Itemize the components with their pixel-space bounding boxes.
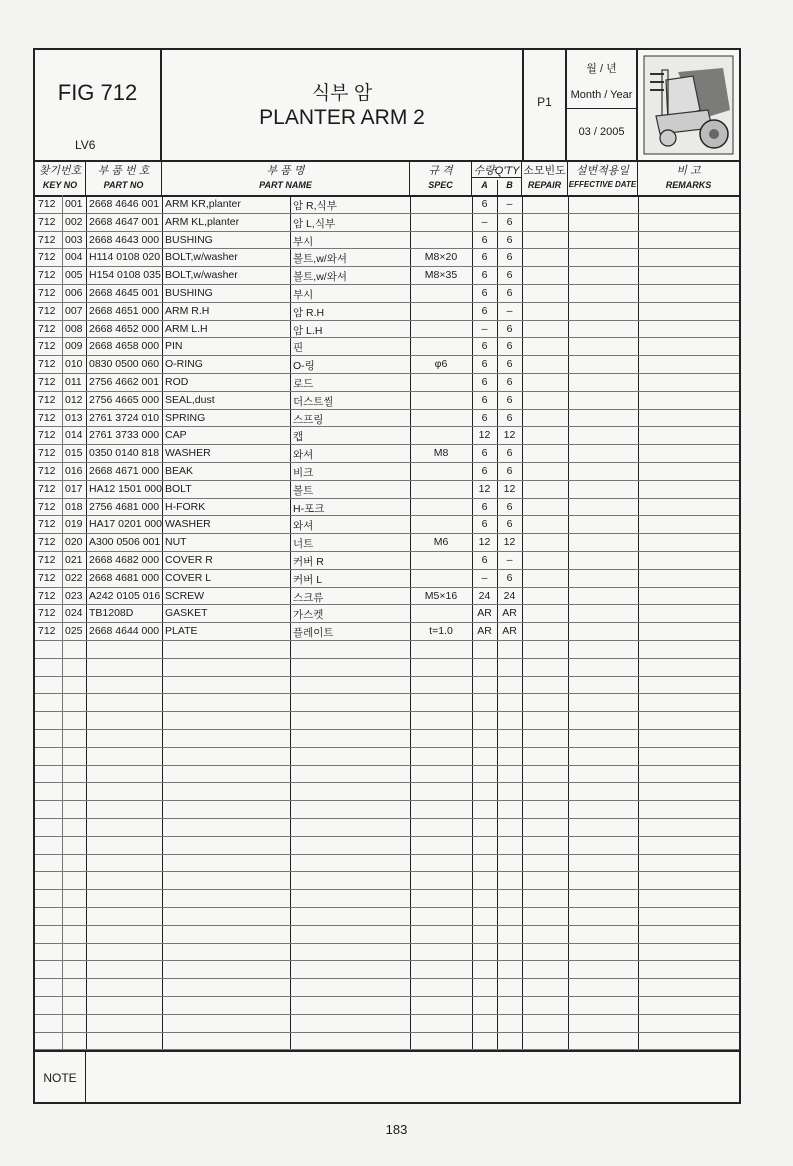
- key-item: 003: [65, 233, 83, 246]
- spec: t=1.0: [429, 625, 453, 638]
- key-item: 023: [65, 589, 83, 602]
- part-name-korean: 캡: [293, 431, 304, 444]
- qty-a: 6: [481, 447, 488, 460]
- key-item: 004: [65, 251, 83, 264]
- title-box: [162, 50, 524, 160]
- part-name-korean: 암 L,식부: [293, 217, 336, 230]
- table-row: [35, 925, 739, 944]
- part-number: 2668 4658 000: [89, 340, 160, 353]
- part-name-korean: H-포크: [293, 502, 325, 515]
- part-name-english: GASKET: [165, 607, 208, 620]
- qty-b: 12: [503, 536, 516, 549]
- qty-a: 6: [481, 376, 488, 388]
- part-name-english: PIN: [165, 340, 183, 353]
- table-row: [35, 943, 739, 962]
- qty-a: 6: [481, 393, 488, 406]
- qty-b: 6: [506, 393, 513, 406]
- qty-a: 12: [478, 429, 491, 442]
- part-number: 2668 4645 001: [89, 287, 160, 299]
- qty-b: 6: [506, 411, 513, 424]
- part-name-korean: O-링: [293, 360, 315, 373]
- table-row: [35, 622, 739, 641]
- part-name-korean: 암 R.H: [293, 306, 325, 319]
- table-row: [35, 782, 739, 801]
- table-row: [35, 747, 739, 766]
- table-row: [35, 818, 739, 837]
- part-name-english: SPRING: [165, 411, 206, 424]
- table-row: [35, 640, 739, 659]
- part-name-korean: 볼트: [293, 484, 314, 497]
- key-group: 712: [38, 500, 56, 513]
- col-qty-b: B: [506, 180, 513, 190]
- page-code: P1: [537, 95, 552, 109]
- figure-number: FIG 712: [57, 80, 138, 105]
- key-group: 712: [38, 393, 56, 406]
- qty-a: 12: [478, 536, 491, 549]
- table-row: [35, 729, 739, 748]
- table-row: [35, 765, 739, 784]
- part-name-korean: 비크: [293, 467, 314, 479]
- key-group: 712: [38, 215, 56, 228]
- part-name-korean: 가스켓: [293, 609, 324, 622]
- key-group: 712: [38, 482, 56, 495]
- part-number: A242 0105 016: [89, 589, 161, 602]
- key-group: 712: [38, 198, 56, 210]
- col-part-name: 부 품 명 PART NAME: [162, 160, 410, 195]
- table-row: [35, 337, 739, 356]
- qty-b: 6: [506, 269, 513, 282]
- part-number: 2668 4652 000: [89, 322, 160, 335]
- part-name-english: COVER L: [165, 571, 212, 584]
- qty-b: 6: [506, 358, 513, 371]
- part-number: 2668 4647 001: [89, 215, 160, 228]
- table-row: [35, 444, 739, 463]
- table-row: [35, 658, 739, 677]
- table-row: [35, 213, 739, 232]
- part-number: 2668 4671 000: [89, 465, 160, 477]
- table-row: [35, 978, 739, 997]
- model-code: LV6: [75, 138, 96, 152]
- table-row: [35, 960, 739, 979]
- part-name-korean: 스프링: [293, 413, 324, 426]
- part-name-korean: 로드: [293, 378, 314, 390]
- spec: M8×35: [424, 269, 458, 282]
- table-row: [35, 533, 739, 552]
- table-row: [35, 800, 739, 819]
- note-section: [35, 1050, 739, 1104]
- table-row: [35, 320, 739, 339]
- key-item: 019: [65, 518, 83, 531]
- part-number: 2761 3724 010: [89, 411, 160, 424]
- key-group: 712: [38, 447, 56, 460]
- key-item: 001: [65, 198, 83, 210]
- table-row: [35, 871, 739, 890]
- qty-a: AR: [477, 607, 492, 620]
- part-name-korean: 볼트,w/와셔: [293, 271, 347, 284]
- part-name-english: ARM R.H: [165, 304, 210, 317]
- key-group: 712: [38, 518, 56, 531]
- table-row: [35, 587, 739, 606]
- table-row: [35, 711, 739, 730]
- key-item: 024: [65, 607, 83, 620]
- table-row: [35, 373, 739, 392]
- table-row: [35, 889, 739, 908]
- key-item: 012: [65, 393, 83, 406]
- part-number: 0830 0500 060: [89, 358, 160, 371]
- note-label: NOTE: [35, 1052, 86, 1104]
- qty-a: 24: [478, 589, 491, 602]
- part-name-korean: 부시: [293, 235, 314, 248]
- col-spec: 규 격 SPEC: [410, 160, 472, 195]
- qty-a: –: [481, 322, 488, 335]
- qty-a: 6: [481, 304, 488, 317]
- figure-box: [35, 50, 162, 160]
- title-english: PLANTER ARM 2: [259, 106, 425, 129]
- part-number: 2668 4682 000: [89, 554, 160, 566]
- part-name-korean: 암 L.H: [293, 324, 323, 337]
- part-name-english: ARM KL,planter: [165, 215, 240, 228]
- part-number: 2756 4662 001: [89, 376, 160, 388]
- qty-a: –: [481, 215, 488, 228]
- table-row: [35, 1014, 739, 1033]
- part-name-english: BOLT,w/washer: [165, 251, 238, 264]
- key-group: 712: [38, 429, 56, 442]
- qty-a: 6: [481, 500, 488, 513]
- key-item: 011: [65, 376, 82, 388]
- qty-a: 12: [478, 482, 491, 495]
- table-row: [35, 302, 739, 321]
- part-name-korean: 와셔: [293, 449, 314, 462]
- part-number: 2668 4681 000: [89, 571, 160, 584]
- part-number: 2761 3733 000: [89, 429, 160, 442]
- key-group: 712: [38, 376, 56, 388]
- key-item: 014: [65, 429, 83, 442]
- col-effective-date: 설변적용일 EFFECTIVE DATE: [568, 160, 638, 195]
- qty-a: 6: [481, 287, 488, 299]
- key-group: 712: [38, 589, 56, 602]
- qty-a: 6: [481, 198, 488, 210]
- spec: φ6: [434, 358, 448, 371]
- part-number: 0350 0140 818: [89, 447, 160, 460]
- part-name-korean: 플레이트: [293, 627, 334, 640]
- col-qty: 수량Q'TY A B: [472, 160, 522, 195]
- key-item: 005: [65, 269, 83, 282]
- parts-table-body: [35, 195, 739, 1050]
- table-row: [35, 284, 739, 303]
- part-name-english: O-RING: [165, 358, 203, 371]
- part-number: 2668 4643 000: [89, 233, 160, 246]
- part-number: A300 0506 001: [89, 536, 161, 549]
- spec: M8: [433, 447, 449, 460]
- page-code-box: [524, 50, 567, 160]
- key-group: 712: [38, 358, 56, 371]
- date-label-korean: 월 / 년: [586, 63, 617, 75]
- table-row: [35, 462, 739, 481]
- key-group: 712: [38, 322, 56, 335]
- part-number: 2756 4681 000: [89, 500, 160, 513]
- table-row: [35, 231, 739, 250]
- parts-sheet: [33, 48, 741, 1104]
- qty-a: 6: [481, 554, 488, 566]
- table-row: [35, 907, 739, 926]
- table-row: [35, 355, 739, 374]
- key-item: 009: [65, 340, 83, 353]
- qty-b: 6: [506, 571, 513, 584]
- spec: M8×20: [424, 251, 458, 264]
- part-name-korean: 더스트씰: [293, 395, 334, 408]
- part-number: TB1208D: [89, 607, 134, 620]
- key-group: 712: [38, 571, 56, 584]
- part-name-english: SCREW: [165, 589, 205, 602]
- part-name-english: BOLT: [165, 482, 192, 495]
- qty-a: 6: [481, 269, 488, 282]
- part-name-korean: 너트: [293, 538, 314, 551]
- qty-b: AR: [502, 625, 517, 638]
- col-part-no: 부 품 번 호 PART NO: [86, 160, 162, 195]
- table-row: [35, 498, 739, 517]
- qty-b: 12: [503, 482, 516, 495]
- key-group: 712: [38, 625, 56, 638]
- key-item: 022: [65, 571, 83, 584]
- qty-b: –: [506, 304, 513, 317]
- key-item: 006: [65, 287, 83, 299]
- part-name-english: PLATE: [165, 625, 198, 638]
- col-repair: 소모빈도 REPAIR: [522, 160, 568, 195]
- table-row: [35, 426, 739, 445]
- part-name-korean: 커버 R: [293, 556, 324, 568]
- key-item: 002: [65, 215, 83, 228]
- qty-a: 6: [481, 465, 488, 477]
- key-item: 015: [65, 447, 83, 460]
- key-group: 712: [38, 269, 56, 282]
- part-name-english: ARM KR,planter: [165, 198, 241, 210]
- table-row: [35, 515, 739, 534]
- key-item: 021: [65, 554, 83, 566]
- key-item: 016: [65, 465, 83, 477]
- part-number: H154 0108 035: [89, 269, 161, 282]
- qty-a: 6: [481, 358, 488, 371]
- qty-b: 6: [506, 251, 513, 264]
- part-name-english: CAP: [165, 429, 187, 442]
- qty-a: 6: [481, 251, 488, 264]
- qty-a: –: [481, 571, 488, 584]
- part-number: 2668 4644 000: [89, 625, 160, 638]
- part-name-english: BEAK: [165, 465, 194, 477]
- qty-b: 6: [506, 518, 513, 531]
- part-number: H114 0108 020: [89, 251, 161, 264]
- part-number: 2668 4651 000: [89, 304, 160, 317]
- key-item: 018: [65, 500, 83, 513]
- key-group: 712: [38, 536, 56, 549]
- date-box: [567, 50, 638, 160]
- date-value: 03 / 2005: [578, 126, 625, 138]
- part-name-english: ROD: [165, 376, 189, 388]
- qty-a: AR: [477, 625, 492, 638]
- part-name-korean: 스크류: [293, 591, 324, 604]
- table-row: [35, 836, 739, 855]
- sheet-header: [35, 50, 739, 162]
- part-name-english: H-FORK: [165, 500, 206, 513]
- qty-b: –: [506, 554, 513, 566]
- qty-b: 6: [506, 447, 513, 460]
- table-row: [35, 569, 739, 588]
- qty-b: 6: [506, 215, 513, 228]
- part-name-korean: 와셔: [293, 520, 314, 533]
- part-name-korean: 부시: [293, 289, 314, 301]
- qty-b: 6: [506, 322, 513, 335]
- table-row: [35, 676, 739, 695]
- date-label-english: Month / Year: [570, 89, 633, 101]
- key-group: 712: [38, 411, 56, 424]
- qty-b: 6: [506, 376, 513, 388]
- part-number: HA17 0201 000: [89, 518, 162, 531]
- key-group: 712: [38, 304, 56, 317]
- qty-b: 6: [506, 287, 513, 299]
- part-name-korean: 핀: [293, 342, 304, 355]
- col-key-no: 찾기번호 KEY NO: [35, 160, 86, 195]
- qty-b: AR: [502, 607, 517, 620]
- table-row: [35, 248, 739, 267]
- key-item: 010: [65, 358, 83, 371]
- table-row: [35, 693, 739, 712]
- qty-b: 24: [503, 589, 516, 602]
- qty-a: 6: [481, 518, 488, 531]
- machine-picture: [638, 50, 739, 160]
- table-row: [35, 195, 739, 214]
- part-name-english: BUSHING: [165, 233, 213, 246]
- qty-b: 12: [503, 429, 516, 442]
- key-item: 025: [65, 625, 83, 638]
- table-row: [35, 551, 739, 570]
- column-headers: [35, 160, 739, 197]
- qty-b: 6: [506, 500, 513, 513]
- table-row: [35, 266, 739, 285]
- qty-a: 6: [481, 411, 488, 424]
- part-name-english: WASHER: [165, 518, 211, 531]
- key-item: 020: [65, 536, 83, 549]
- qty-a: 6: [481, 340, 488, 353]
- table-row: [35, 1032, 739, 1051]
- part-name-english: SEAL,dust: [165, 393, 215, 406]
- spec: M6: [433, 536, 449, 549]
- date-divider: [567, 108, 636, 109]
- table-row: [35, 854, 739, 873]
- qty-b: 6: [506, 465, 513, 477]
- part-name-english: NUT: [165, 536, 187, 549]
- key-group: 712: [38, 287, 56, 299]
- key-item: 017: [65, 482, 83, 495]
- part-name-korean: 암 R,식부: [293, 200, 337, 212]
- qty-b: 6: [506, 233, 513, 246]
- qty-a: 6: [481, 233, 488, 246]
- part-name-korean: 커버 L: [293, 573, 323, 586]
- part-name-english: WASHER: [165, 447, 211, 460]
- part-name-english: BUSHING: [165, 287, 213, 299]
- key-item: 008: [65, 322, 83, 335]
- table-row: [35, 480, 739, 499]
- key-item: 013: [65, 411, 83, 424]
- key-group: 712: [38, 251, 56, 264]
- qty-b: 6: [506, 340, 513, 353]
- key-group: 712: [38, 465, 56, 477]
- spec: M5×16: [424, 589, 458, 602]
- table-row: [35, 604, 739, 623]
- col-qty-a: A: [472, 180, 498, 195]
- part-number: HA12 1501 000: [89, 482, 162, 495]
- part-name-english: BOLT,w/washer: [165, 269, 238, 282]
- page-number: 183: [385, 1122, 408, 1137]
- table-row: [35, 409, 739, 428]
- key-item: 007: [65, 304, 83, 317]
- qty-b: –: [506, 198, 513, 210]
- part-number: 2756 4665 000: [89, 393, 160, 406]
- part-number: 2668 4646 001: [89, 198, 160, 210]
- key-group: 712: [38, 233, 56, 246]
- rice-transplanter-icon: [638, 50, 739, 160]
- title-korean: 식부 암: [311, 83, 373, 104]
- table-row: [35, 391, 739, 410]
- part-name-english: ARM L.H: [165, 322, 208, 335]
- part-name-english: COVER R: [165, 554, 213, 566]
- part-name-korean: 볼트,w/와셔: [293, 253, 347, 266]
- key-group: 712: [38, 607, 56, 620]
- key-group: 712: [38, 340, 56, 353]
- col-remarks: 비 고 REMARKS: [665, 165, 712, 190]
- table-row: [35, 996, 739, 1015]
- key-group: 712: [38, 554, 56, 566]
